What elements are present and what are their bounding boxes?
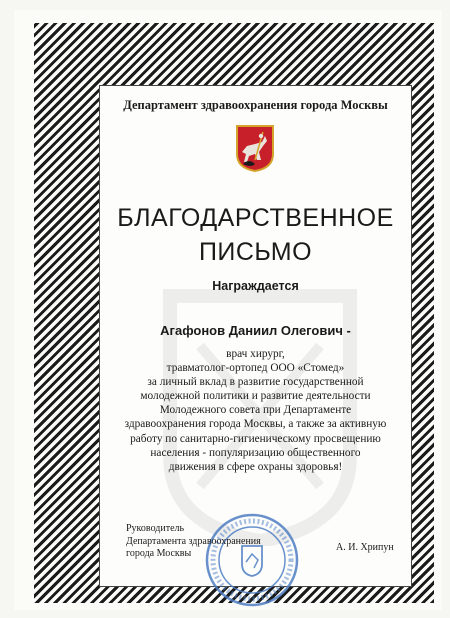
body-line: движения в сфере охраны здоровья! xyxy=(168,460,343,473)
body-line: врач хирург, xyxy=(226,348,285,360)
signer-name: А. И. Хрипун xyxy=(336,542,394,553)
striped-border-frame xyxy=(34,23,434,603)
certificate-sheet xyxy=(14,10,442,610)
signer-title xyxy=(126,523,261,561)
certificate-title xyxy=(100,201,411,269)
title-line-2: ПИСЬМО xyxy=(198,238,313,266)
certificate-inner-panel xyxy=(100,86,411,586)
awarded-label: Награждается xyxy=(212,279,299,293)
body-line: здравоохранения города Москвы, а также за активную xyxy=(124,418,387,431)
body-line: работу по санитарно-гигиеническому просвещению xyxy=(130,432,381,445)
body-line: за личный вклад в развитие государственной xyxy=(147,376,364,389)
department-name: Департамент здравоохранения города Москвы xyxy=(123,98,388,112)
title-line-1: БЛАГОДАРСТВЕННОЕ xyxy=(117,204,394,232)
moscow-coat-of-arms-icon xyxy=(235,124,275,172)
body-line: молодежной политики и развитие деятельности xyxy=(140,390,371,403)
signer-title-line: Руководитель xyxy=(126,523,185,534)
recipient-name: Агафонов Даниил Олегович - xyxy=(160,323,351,338)
signer-title-line: города Москвы xyxy=(126,548,192,559)
signer-title-line: Департамента здравоохранения xyxy=(126,535,261,547)
certificate-body-text xyxy=(100,347,411,474)
body-line: населения - популяризацию общественного xyxy=(150,446,361,459)
body-line: травматолог-ортопед ООО «Стомед» xyxy=(166,362,345,375)
body-line: Молодежного совета при Департаменте xyxy=(159,404,352,417)
